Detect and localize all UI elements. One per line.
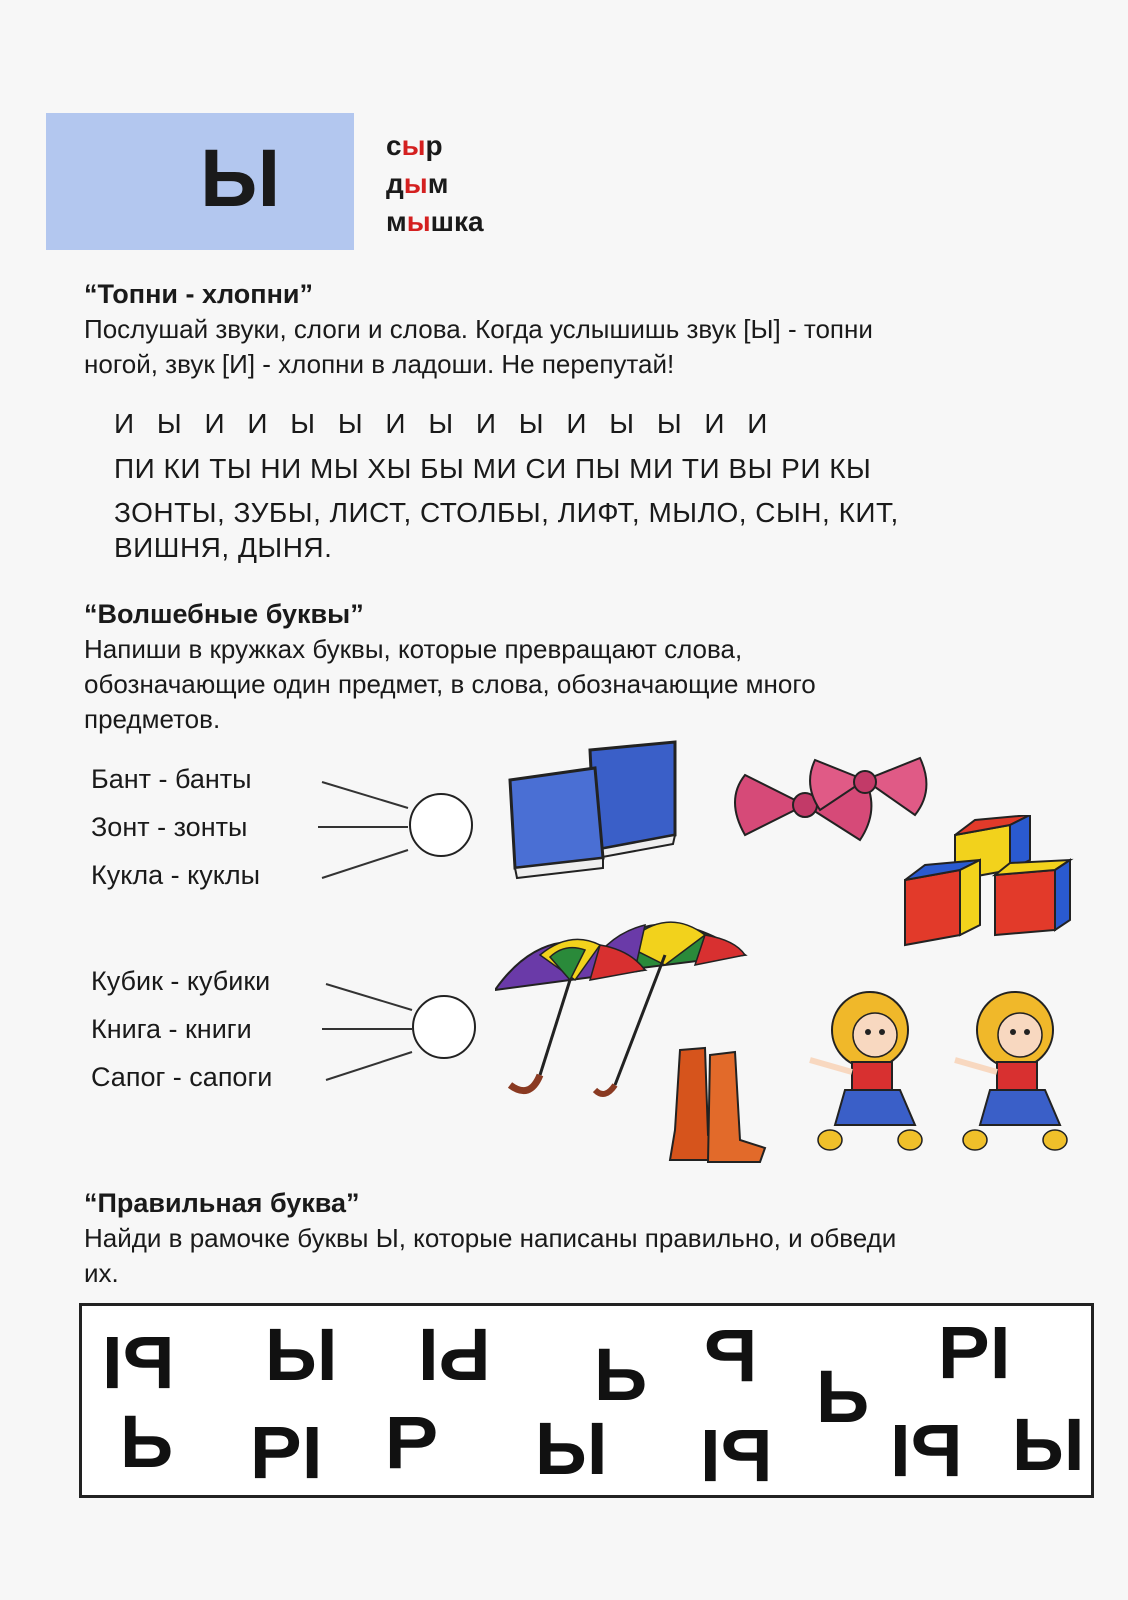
letter-glyph[interactable]: Ы (890, 1409, 963, 1492)
letter-glyph[interactable]: Ь (594, 1333, 648, 1416)
instruction-text: Напиши в кружках буквы, которые превращают слова, (84, 634, 743, 664)
example-word: дым (386, 168, 449, 199)
letter-glyph[interactable]: Ы (535, 1407, 608, 1490)
word-pair: Кукла - куклы (91, 860, 261, 890)
letter-glyph[interactable]: Ы (418, 1313, 491, 1396)
syllable-row: ПИ КИ ТЫ НИ МЫ ХЫ БЫ МИ СИ ПЫ МИ ТИ ВЫ РИ КЫ (114, 453, 872, 484)
instruction-text: ногой, звук [И] - хлопни в ладоши. Не перепутай! (84, 349, 675, 379)
answer-circle[interactable] (412, 995, 476, 1059)
letter-glyph[interactable]: Ы (700, 1414, 773, 1497)
letter-glyph[interactable]: Ь (704, 1314, 758, 1397)
instruction-text: Послушай звуки, слоги и слова. Когда услышишь звук [Ы] - топни (84, 314, 873, 344)
exercise-title: “Правильная буква” (84, 1188, 360, 1218)
exercise-title: “Топни - хлопни” (84, 279, 314, 309)
instruction-text: обозначающие один предмет, в слова, обозначающие много (84, 669, 816, 699)
boots-illustration (650, 1040, 770, 1170)
cubes-illustration (900, 815, 1080, 955)
sound-row: И Ы И И Ы Ы И Ы И Ы И Ы Ы И И (114, 408, 768, 439)
letter-glyph[interactable]: Ь (385, 1401, 439, 1484)
exercise-title: “Волшебные буквы” (84, 599, 364, 629)
letter-glyph[interactable]: Ы (250, 1411, 323, 1494)
main-letter: Ы (200, 133, 281, 224)
word-pair: Книга - книги (91, 1014, 252, 1044)
instruction-text: Найди в рамочке буквы Ы, которые написаны правильно, и обведи (84, 1223, 897, 1253)
word-pair: Бант - банты (91, 764, 252, 794)
word-pair: Зонт - зонты (91, 812, 248, 842)
letter-glyph[interactable]: Ы (102, 1321, 175, 1404)
connector-lines (310, 770, 420, 890)
letter-glyph[interactable]: Ы (265, 1313, 338, 1396)
dolls-illustration (790, 990, 1090, 1160)
instruction-text: предметов. (84, 704, 221, 734)
letter-glyph[interactable]: Ы (1012, 1403, 1085, 1486)
connector-lines (314, 972, 424, 1092)
letter-glyph[interactable]: Ы (938, 1311, 1011, 1394)
letter-glyph[interactable]: Ь (120, 1400, 174, 1483)
answer-circle[interactable] (409, 793, 473, 857)
example-word: мышка (386, 206, 484, 237)
letter-glyph[interactable]: Ь (816, 1355, 870, 1438)
word-pair: Кубик - кубики (91, 966, 271, 996)
books-illustration (495, 740, 685, 880)
word-pair: Сапог - сапоги (91, 1062, 273, 1092)
example-word: сыр (386, 130, 443, 161)
word-row: ВИШНЯ, ДЫНЯ. (114, 532, 333, 563)
word-row: ЗОНТЫ, ЗУБЫ, ЛИСТ, СТОЛБЫ, ЛИФТ, МЫЛО, СЫН, КИТ, (114, 497, 899, 528)
instruction-text: их. (84, 1258, 119, 1288)
